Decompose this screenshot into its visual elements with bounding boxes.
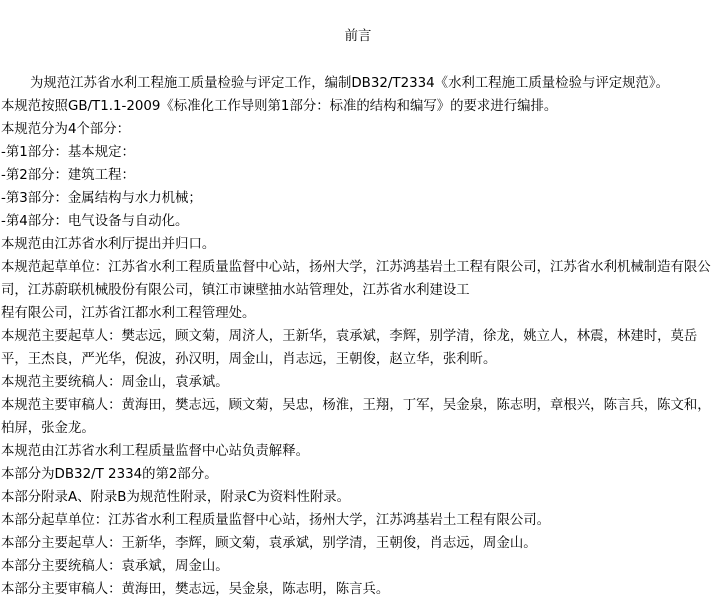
paragraph-standard-reference: 本规范按照GB/T1.1-2009《标准化工作导则第1部分：标准的结构和编写》的要求进行编排。	[1, 99, 558, 114]
document-body	[1, 72, 717, 601]
paragraph-parts-intro: 本规范分为4个部分：	[1, 122, 131, 137]
paragraph-part-number: 本部分为DB32/T 2334的第2部分。	[1, 467, 218, 482]
paragraph-interpretation: 本规范由江苏省水利工程质量监督中心站负责解释。	[1, 444, 309, 459]
paragraph-drafting-units-continued: 程有限公司，江苏省江都水利工程管理处。	[1, 306, 256, 321]
paragraph-part-drafting-units: 本部分起草单位：江苏省水利工程质量监督中心站，扬州大学，江苏鸿基岩土工程有限公司。	[1, 513, 551, 528]
paragraph-main-drafters: 本规范主要起草人：樊志远，顾文菊，周济人，王新华，袁承斌，李辉，别学清，徐龙，姚立人，林震，林建时，莫岳平，王杰良，严光华，倪波，孙汉明，周金山，肖志远，王朝俊，赵立华，张利昕。	[1, 329, 698, 367]
list-item-part-1: -第1部分：基本规定：	[1, 145, 135, 160]
paragraph-appendices: 本部分附录A、附录B为规范性附录，附录C为资料性附录。	[1, 490, 351, 505]
paragraph-drafting-units: 本规范起草单位：江苏省水利工程质量监督中心站，扬州大学，江苏鸿基岩土工程有限公司，江苏省水利机械制造有限公司，江苏蔚联机械股份有限公司，镇江市谏壁抽水站管理处，江苏省水利建设工	[1, 260, 711, 298]
paragraph-main-reviewers: 本规范主要审稿人：黄海田，樊志远，顾文菊，吴忠，杨淮，王翔，丁军，吴金泉，陈志明，章根兴，陈言兵，陈文和，柏屏，张金龙。	[1, 398, 711, 436]
list-item-part-3: -第3部分：金属结构与水力机械；	[1, 191, 202, 206]
list-item-part-2: -第2部分：建筑工程：	[1, 168, 135, 183]
paragraph-part-compilers: 本部分主要统稿人：袁承斌，周金山。	[1, 559, 229, 574]
paragraph-part-reviewers: 本部分主要审稿人：黄海田，樊志远，吴金泉，陈志明，陈言兵。	[1, 582, 390, 597]
document-title: 前言	[344, 29, 372, 44]
paragraph-part-drafters: 本部分主要起草人：王新华，李辉，顾文菊，袁承斌，别学清，王朝俊，肖志远，周金山。	[1, 536, 537, 551]
paragraph-purpose: 为规范江苏省水利工程施工质量检验与评定工作，编制DB32/T2334《水利工程施工质量检验与评定规范》。	[30, 76, 670, 91]
list-item-part-4: -第4部分：电气设备与自动化。	[1, 214, 189, 229]
paragraph-main-compilers: 本规范主要统稿人：周金山，袁承斌。	[1, 375, 229, 390]
paragraph-proposer: 本规范由江苏省水利厅提出并归口。	[1, 237, 216, 252]
